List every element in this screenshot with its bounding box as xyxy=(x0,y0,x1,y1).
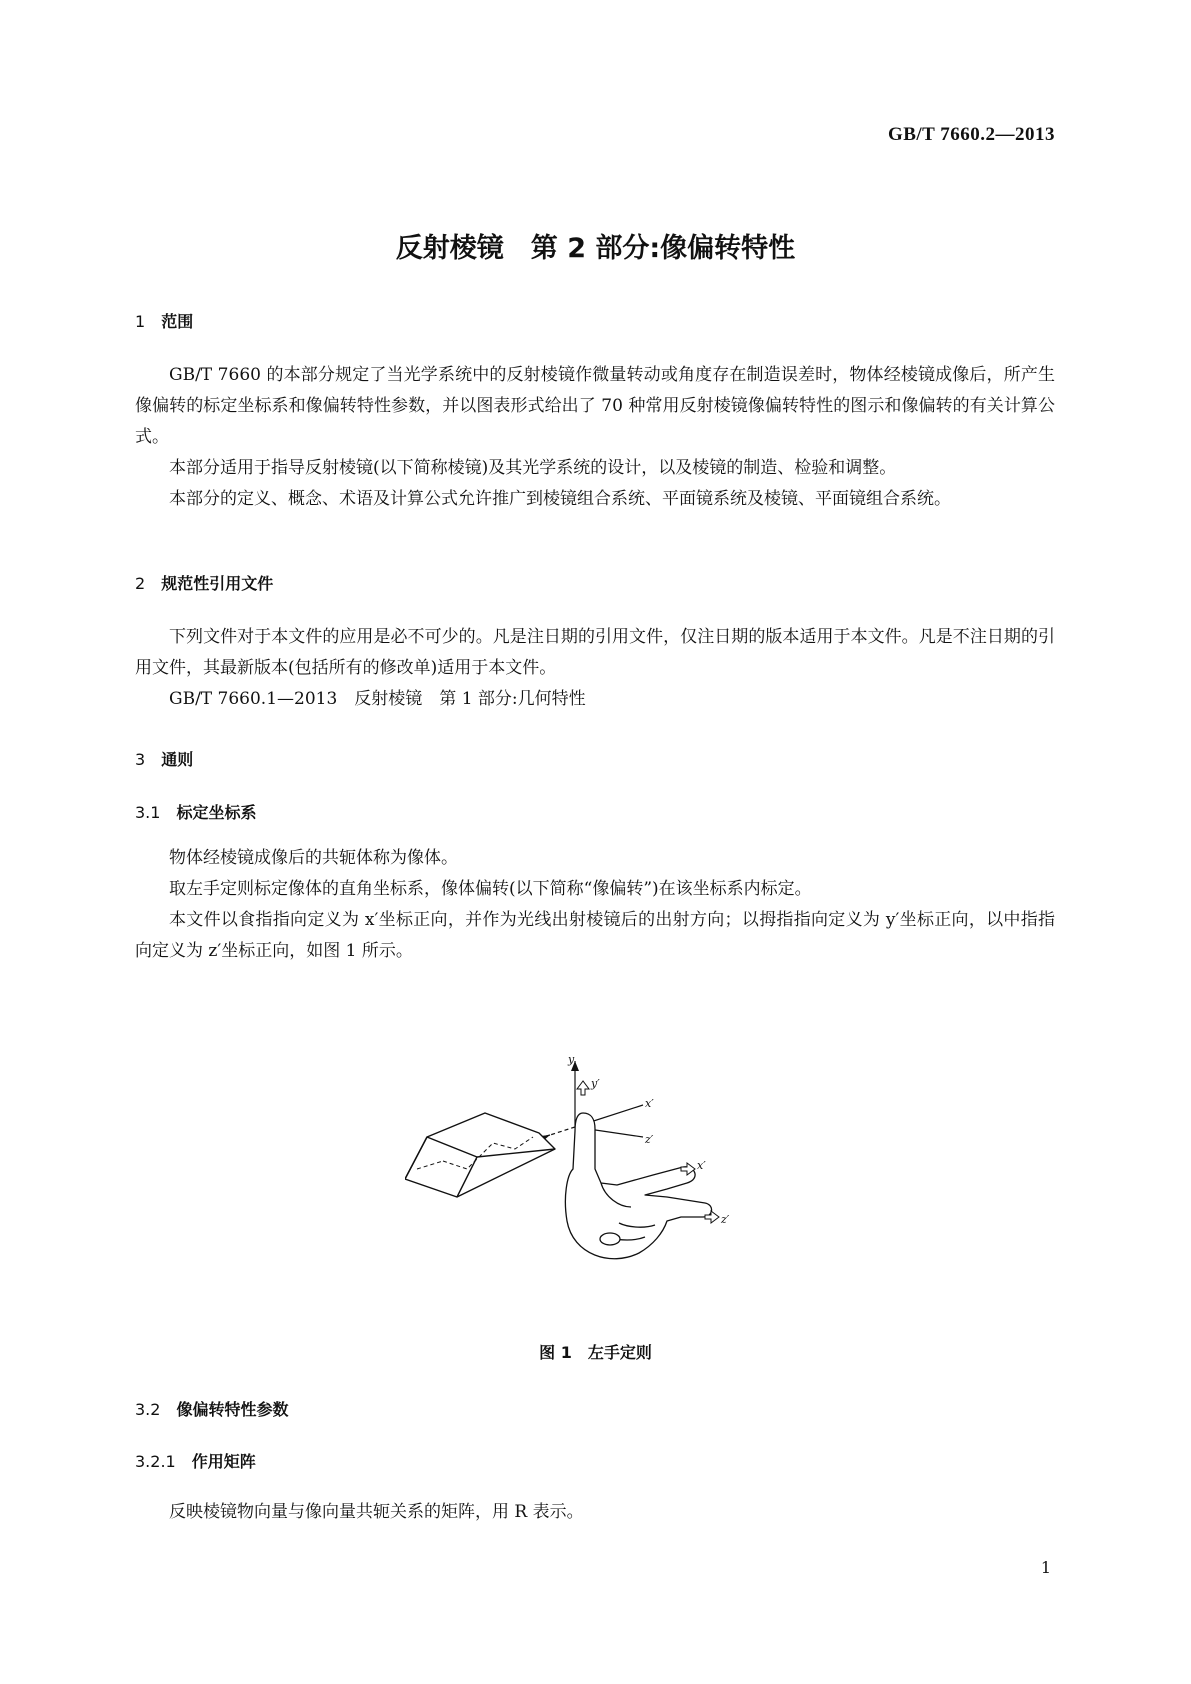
document-title: 反射棱镜 第 2 部分:像偏转特性 xyxy=(395,233,796,264)
section-3-heading xyxy=(135,747,193,770)
section-number: 3 xyxy=(135,750,146,769)
section-title: 规范性引用文件 xyxy=(161,574,274,593)
figure-caption: 图 1 左手定则 xyxy=(539,1343,652,1362)
section-3-2-1-heading xyxy=(135,1449,256,1472)
section-number: 3.2 xyxy=(135,1400,161,1419)
ray-dashed-line xyxy=(550,1127,575,1135)
s3-2-1-paragraph-1: 反映棱镜物向量与像向量共轭关系的矩阵，用 R 表示。 xyxy=(169,1502,584,1522)
thumb-y-label: y′ xyxy=(591,1077,600,1090)
s1-paragraph-1: GB/T 7660 的本部分规定了当光学系统中的反射棱镜作微量转动或角度存在制造误差时，物体经棱镜成像后，所产生像偏转的标定坐标系和像偏转特性参数，并以图表形式给出了 70 种常用反射棱镜像偏转特性的图示和像偏转的有关计算公式。 xyxy=(135,365,1055,447)
page-number: 1 xyxy=(1040,1558,1051,1577)
section-number: 3.1 xyxy=(135,803,161,822)
figure-left-hand-rule xyxy=(405,1057,785,1307)
section-title: 像偏转特性参数 xyxy=(176,1400,289,1419)
s3-1-paragraph-2: 取左手定则标定像体的直角坐标系，像体偏转(以下简称“像偏转”)在该坐标系内标定。 xyxy=(169,879,812,899)
index-x-label: x′ xyxy=(697,1159,706,1172)
section-3-1-heading xyxy=(135,800,256,823)
x-axis-label: x′ xyxy=(645,1097,654,1110)
middle-z-label: z′ xyxy=(721,1213,730,1226)
standard-code: GB/T 7660.2—2013 xyxy=(887,124,1055,145)
left-hand-icon xyxy=(565,1113,711,1259)
normative-reference: GB/T 7660.1—2013 反射棱镜 第 1 部分:几何特性 xyxy=(169,689,586,709)
section-title: 范围 xyxy=(161,312,194,331)
s2-paragraph-1: 下列文件对于本文件的应用是必不可少的。凡是注日期的引用文件，仅注日期的版本适用于本文件。凡是不注日期的引用文件，其最新版本(包括所有的修改单)适用于本文件。 xyxy=(135,627,1055,678)
s1-paragraph-2: 本部分适用于指导反射棱镜(以下简称棱镜)及其光学系统的设计，以及棱镜的制造、检验和调整。 xyxy=(169,458,897,478)
prism-icon xyxy=(405,1113,555,1197)
thumb-arrow-icon xyxy=(577,1081,589,1095)
section-3-2-heading xyxy=(135,1397,288,1420)
section-number: 3.2.1 xyxy=(135,1452,176,1471)
left-hand-rule-diagram xyxy=(405,1057,785,1307)
section-title: 通则 xyxy=(161,750,194,769)
s3-1-paragraph-1: 物体经棱镜成像后的共轭体称为像体。 xyxy=(169,848,458,868)
s3-1-paragraph-3: 本文件以食指指向定义为 x′坐标正向，并作为光线出射棱镜后的出射方向；以拇指指向定义为 y′坐标正向，以中指指向定义为 z′坐标正向，如图 1 所示。 xyxy=(135,910,1055,961)
section-title: 作用矩阵 xyxy=(191,1452,256,1471)
section-title: 标定坐标系 xyxy=(176,803,257,822)
section-number: 1 xyxy=(135,312,146,331)
s1-paragraph-3: 本部分的定义、概念、术语及计算公式允许推广到棱镜组合系统、平面镜系统及棱镜、平面镜组合系统。 xyxy=(169,489,951,509)
section-2-heading xyxy=(135,571,273,594)
y-axis-label: y′ xyxy=(568,1057,577,1066)
section-1-heading xyxy=(135,309,193,332)
z-axis-label: z′ xyxy=(645,1133,654,1146)
section-number: 2 xyxy=(135,574,146,593)
